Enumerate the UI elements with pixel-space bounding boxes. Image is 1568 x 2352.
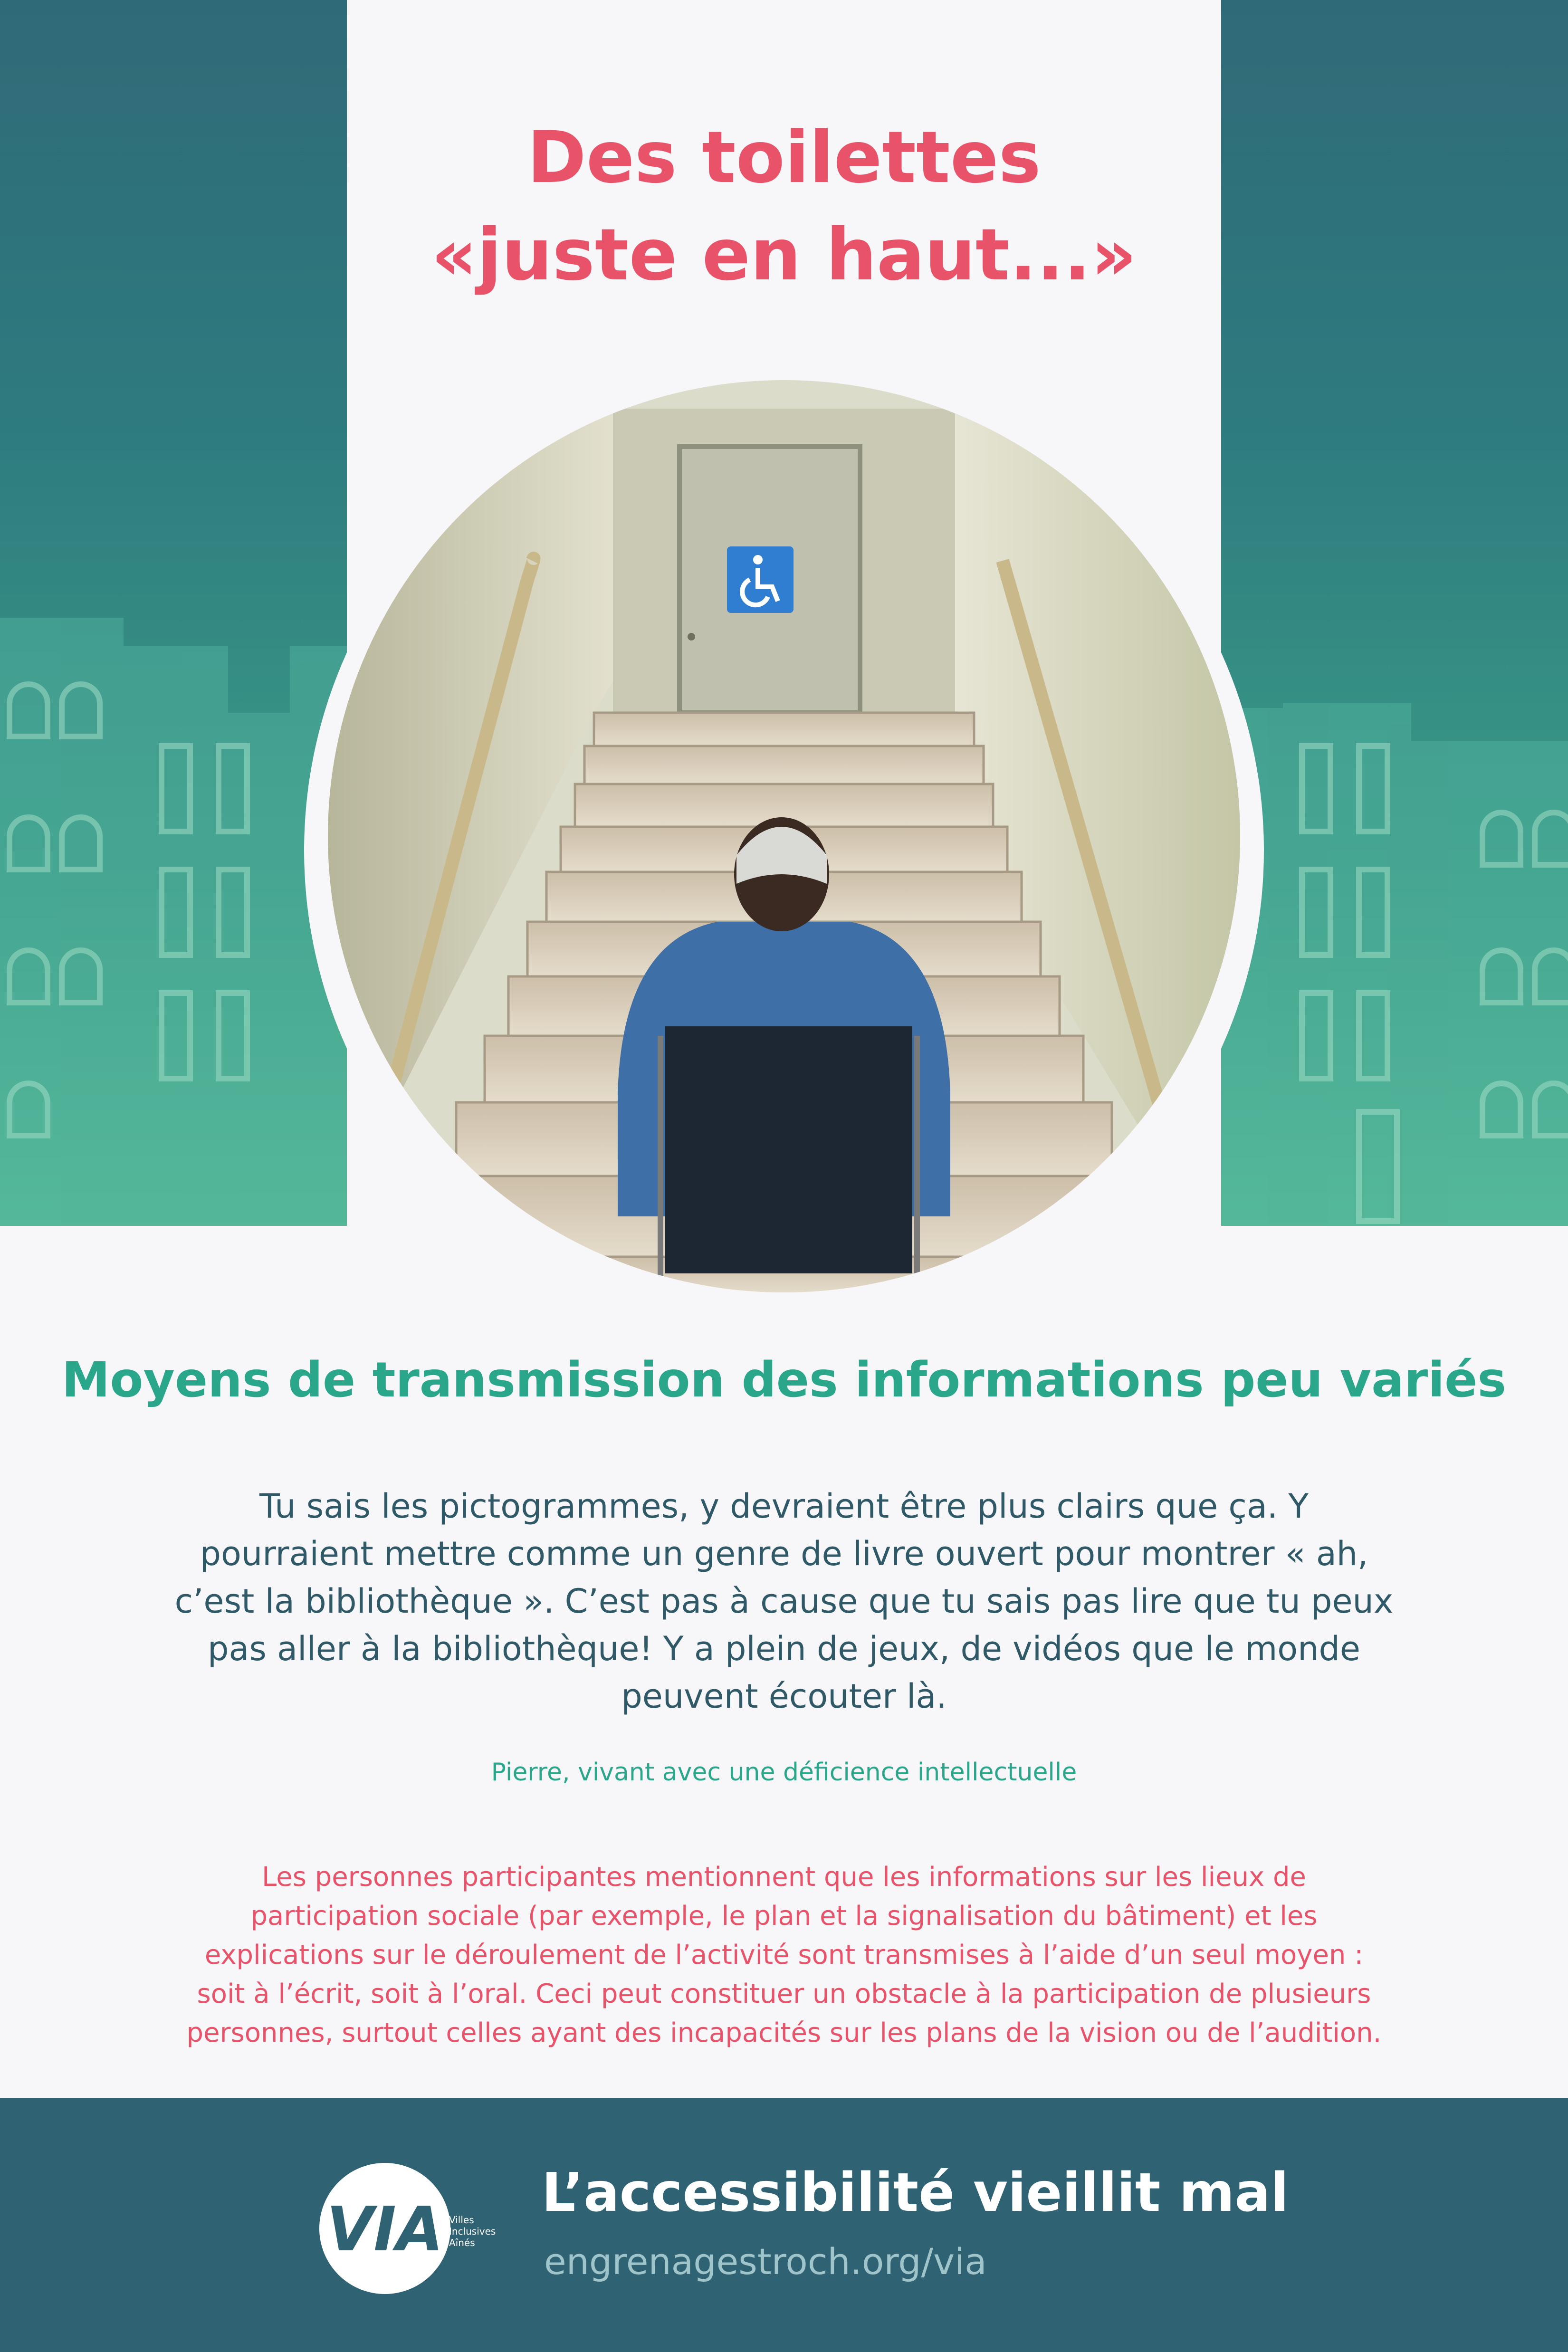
logo-mark: VIA (326, 2194, 443, 2265)
quote-line: pas aller à la bibliothèque! Y a plein de jeux, de vidéos que le monde (208, 1629, 1360, 1668)
logo-label-line: Aînés (449, 2237, 475, 2248)
via-logo (314, 2157, 456, 2300)
staircase-illustration (328, 380, 1240, 1292)
quote-line: Tu sais les pictogrammes, y devraient être plus clairs que ça. Y (259, 1487, 1309, 1526)
footer-url[interactable]: engrenagestroch.org/via (544, 2240, 987, 2283)
poster-title (347, 109, 1221, 304)
logo-label-line: Inclusives (449, 2226, 496, 2237)
paragraph-line: soit à l’écrit, soit à l’oral. Ceci peut constituer un obstacle à la participation de plusieurs (197, 1979, 1371, 2009)
paragraph-line: participation sociale (par exemple, le plan et la signalisation du bâtiment) et les (250, 1901, 1318, 1931)
participant-quote (152, 1482, 1416, 1720)
footer-title: L’accessibilité vieillit mal (542, 2162, 1289, 2224)
paragraph-line: personnes, surtout celles ayant des incapacités sur les plans de la vision ou de l’audition. (186, 2017, 1382, 2048)
quote-line: c’est la bibliothèque ». C’est pas à cause que tu sais pas lire que tu peux (174, 1582, 1394, 1621)
logo-label (449, 2214, 496, 2248)
quote-attribution: Pierre, vivant avec une déficience intellectuelle (491, 1758, 1077, 1787)
staircase-photo (328, 380, 1240, 1292)
title-line: Des toilettes (527, 116, 1041, 199)
explanation-paragraph (119, 1858, 1449, 2053)
door-handle (688, 633, 695, 641)
quote-line: peuvent écouter là. (621, 1677, 947, 1716)
logo-label-line: Villes (449, 2214, 474, 2226)
section-subtitle: Moyens de transmission des informations peu variés (61, 1352, 1507, 1408)
paragraph-line: Les personnes participantes mentionnent que les informations sur les lieux de (262, 1862, 1306, 1893)
paragraph-line: explications sur le déroulement de l’activité sont transmises à l’aide d’un seul moyen : (204, 1940, 1364, 1970)
title-line: «juste en haut...» (431, 214, 1137, 296)
quote-line: pourraient mettre comme un genre de livre ouvert pour montrer « ah, (200, 1534, 1368, 1573)
